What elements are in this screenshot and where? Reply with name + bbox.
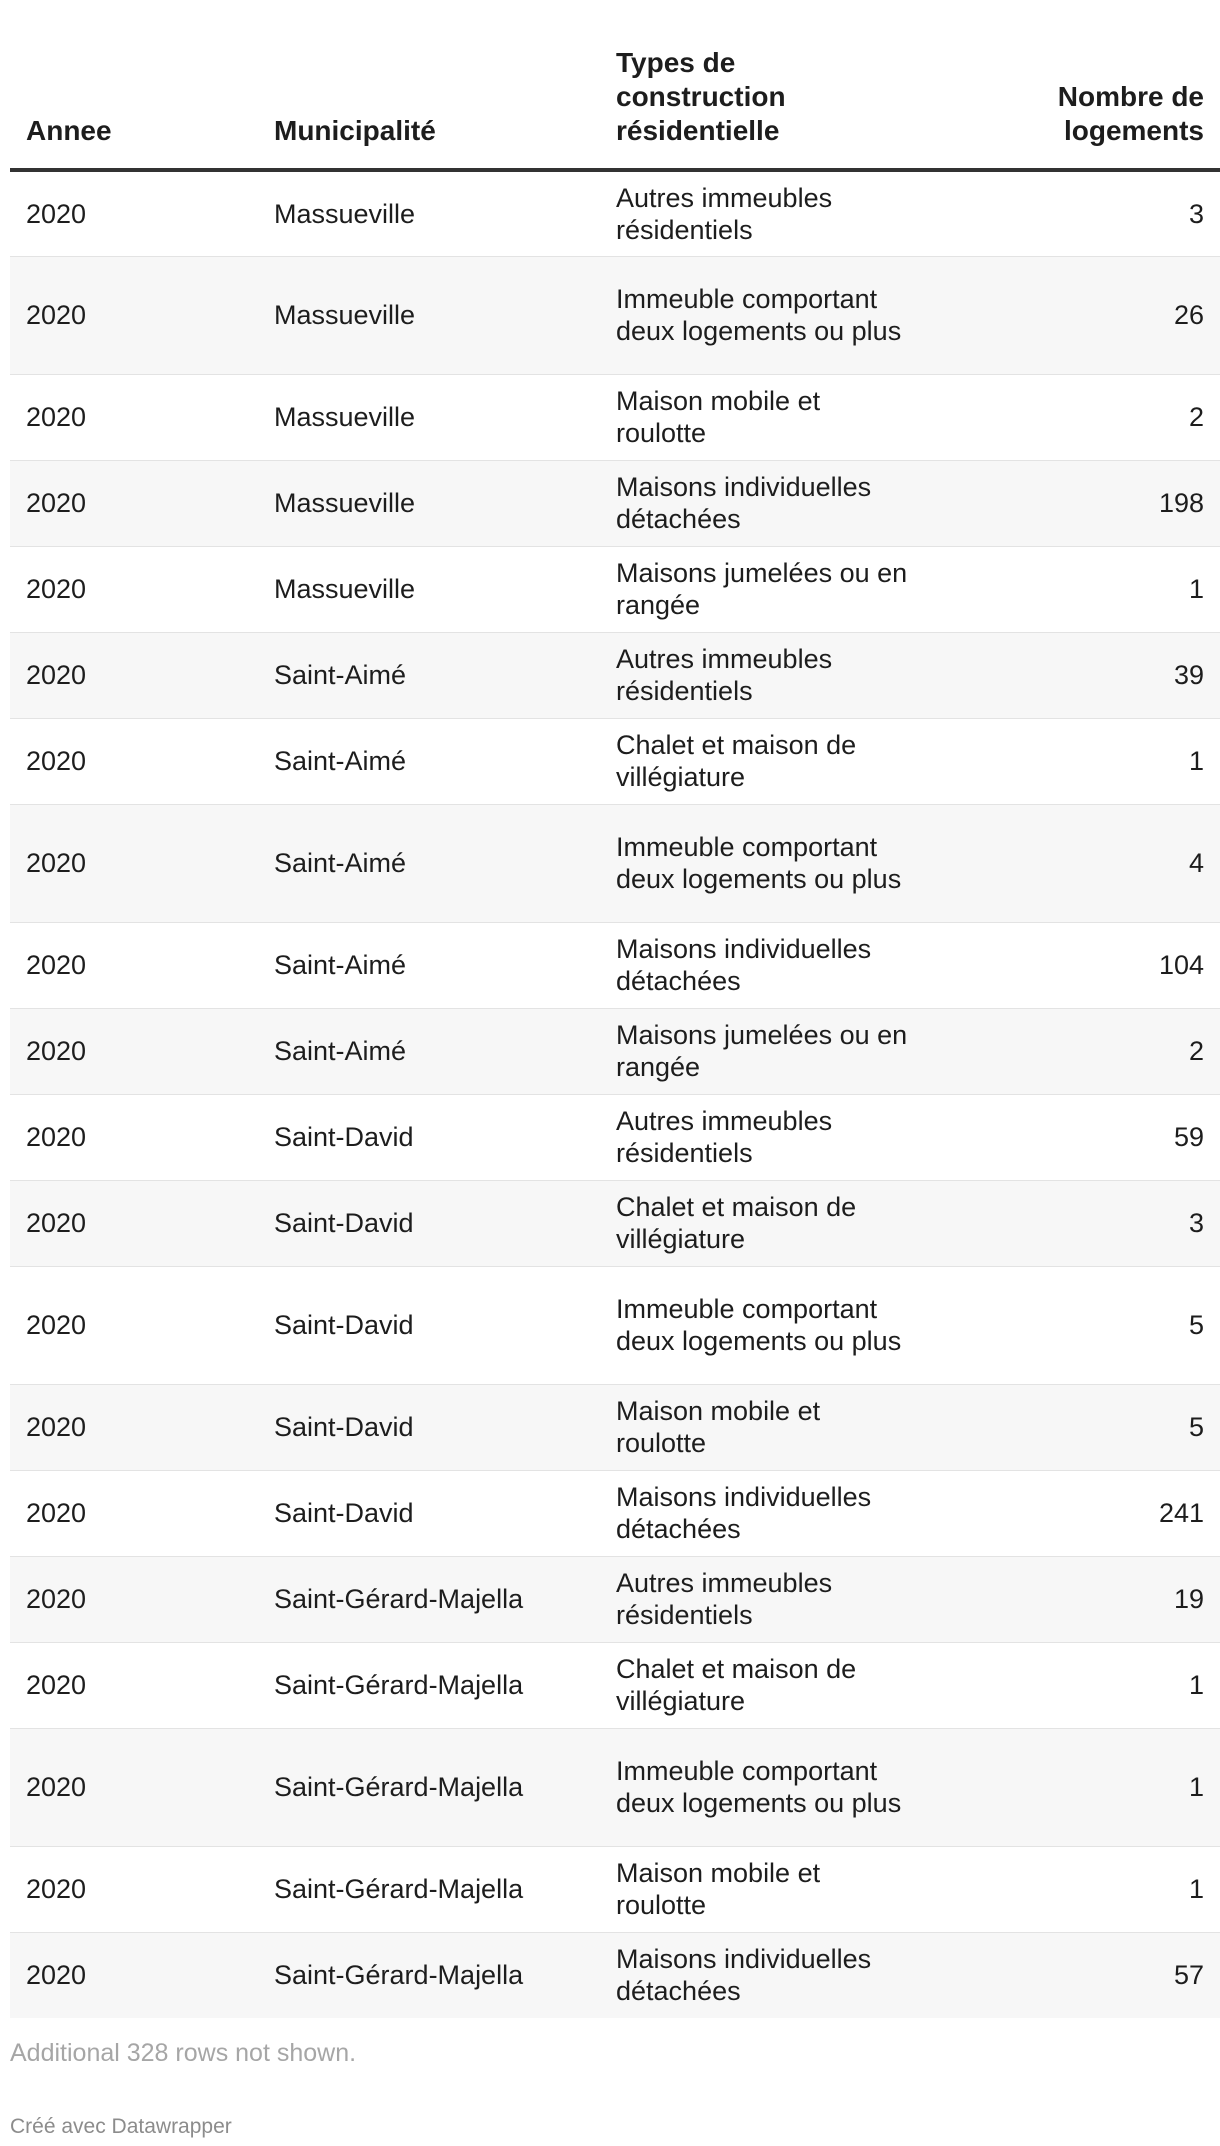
table-row	[10, 1556, 1220, 1642]
table-row	[10, 1642, 1220, 1728]
cell-type: Maison mobile et roulotte	[600, 1846, 950, 1932]
table-row	[10, 1008, 1220, 1094]
table-row	[10, 460, 1220, 546]
chart-footer: Créé avec Datawrapper	[10, 2115, 232, 2138]
table-row	[10, 1846, 1220, 1932]
cell-municipalite: Saint-Aimé	[258, 922, 600, 1008]
cell-annee: 2020	[10, 1008, 258, 1094]
cell-municipalite: Massueville	[258, 374, 600, 460]
cell-nombre: 198	[950, 460, 1220, 546]
table-row	[10, 170, 1220, 256]
table-notes: Additional 328 rows not shown.	[10, 2039, 357, 2067]
cell-municipalite: Saint-Gérard-Majella	[258, 1556, 600, 1642]
cell-type: Immeuble comportant deux logements ou plus	[600, 804, 950, 922]
cell-annee: 2020	[10, 1642, 258, 1728]
cell-nombre: 1	[950, 1728, 1220, 1846]
cell-municipalite: Saint-David	[258, 1470, 600, 1556]
table-row	[10, 1180, 1220, 1266]
cell-type: Maisons individuelles détachées	[600, 460, 950, 546]
cell-nombre: 1	[950, 1642, 1220, 1728]
cell-municipalite: Massueville	[258, 546, 600, 632]
cell-type: Autres immeubles résidentiels	[600, 1556, 950, 1642]
cell-annee: 2020	[10, 1180, 258, 1266]
cell-nombre: 2	[950, 374, 1220, 460]
table-row	[10, 1266, 1220, 1384]
table-row	[10, 256, 1220, 374]
table-body	[10, 170, 1220, 2018]
table-row	[10, 1384, 1220, 1470]
cell-type: Maisons individuelles détachées	[600, 1932, 950, 2018]
cell-annee: 2020	[10, 546, 258, 632]
cell-annee: 2020	[10, 374, 258, 460]
table-row	[10, 546, 1220, 632]
table-row	[10, 1094, 1220, 1180]
cell-nombre: 39	[950, 632, 1220, 718]
cell-type: Immeuble comportant deux logements ou plus	[600, 1728, 950, 1846]
cell-nombre: 104	[950, 922, 1220, 1008]
cell-type: Autres immeubles résidentiels	[600, 632, 950, 718]
cell-annee: 2020	[10, 1266, 258, 1384]
cell-municipalite: Saint-David	[258, 1094, 600, 1180]
table-row	[10, 1728, 1220, 1846]
cell-municipalite: Saint-David	[258, 1384, 600, 1470]
cell-nombre: 59	[950, 1094, 1220, 1180]
cell-type: Immeuble comportant deux logements ou plus	[600, 256, 950, 374]
cell-nombre: 4	[950, 804, 1220, 922]
cell-annee: 2020	[10, 1846, 258, 1932]
cell-annee: 2020	[10, 718, 258, 804]
cell-annee: 2020	[10, 804, 258, 922]
cell-annee: 2020	[10, 1384, 258, 1470]
cell-nombre: 5	[950, 1266, 1220, 1384]
table-row	[10, 374, 1220, 460]
cell-type: Maisons individuelles détachées	[600, 1470, 950, 1556]
cell-municipalite: Massueville	[258, 256, 600, 374]
cell-type: Autres immeubles résidentiels	[600, 170, 950, 256]
cell-municipalite: Saint-Gérard-Majella	[258, 1642, 600, 1728]
cell-annee: 2020	[10, 1470, 258, 1556]
cell-nombre: 26	[950, 256, 1220, 374]
cell-type: Immeuble comportant deux logements ou plus	[600, 1266, 950, 1384]
cell-annee: 2020	[10, 632, 258, 718]
cell-type: Maisons jumelées ou en rangée	[600, 546, 950, 632]
cell-municipalite: Saint-Aimé	[258, 718, 600, 804]
cell-annee: 2020	[10, 1932, 258, 2018]
table-row	[10, 632, 1220, 718]
cell-nombre: 3	[950, 170, 1220, 256]
cell-municipalite: Saint-Gérard-Majella	[258, 1728, 600, 1846]
cell-municipalite: Saint-Aimé	[258, 1008, 600, 1094]
cell-nombre: 241	[950, 1470, 1220, 1556]
datawrapper-table-chart	[10, 0, 1220, 2140]
column-header-annee[interactable]: Annee	[10, 0, 258, 170]
data-table	[10, 0, 1220, 2018]
cell-annee: 2020	[10, 170, 258, 256]
column-header-municipalite[interactable]: Municipalité	[258, 0, 600, 170]
cell-type: Maisons jumelées ou en rangée	[600, 1008, 950, 1094]
cell-annee: 2020	[10, 1728, 258, 1846]
table-row	[10, 1470, 1220, 1556]
cell-municipalite: Saint-David	[258, 1180, 600, 1266]
cell-municipalite: Massueville	[258, 170, 600, 256]
cell-municipalite: Saint-Aimé	[258, 632, 600, 718]
cell-type: Chalet et maison de villégiature	[600, 1642, 950, 1728]
column-header-types[interactable]: Types de construction résidentielle	[600, 0, 950, 170]
cell-municipalite: Saint-Aimé	[258, 804, 600, 922]
cell-type: Maison mobile et roulotte	[600, 1384, 950, 1470]
cell-annee: 2020	[10, 922, 258, 1008]
cell-annee: 2020	[10, 460, 258, 546]
cell-type: Maisons individuelles détachées	[600, 922, 950, 1008]
cell-nombre: 1	[950, 546, 1220, 632]
cell-municipalite: Massueville	[258, 460, 600, 546]
table-row	[10, 804, 1220, 922]
cell-type: Chalet et maison de villégiature	[600, 718, 950, 804]
cell-nombre: 2	[950, 1008, 1220, 1094]
table-header	[10, 0, 1220, 170]
table-row	[10, 718, 1220, 804]
cell-municipalite: Saint-David	[258, 1266, 600, 1384]
cell-nombre: 1	[950, 1846, 1220, 1932]
cell-type: Maison mobile et roulotte	[600, 374, 950, 460]
cell-annee: 2020	[10, 1556, 258, 1642]
cell-nombre: 1	[950, 718, 1220, 804]
cell-nombre: 3	[950, 1180, 1220, 1266]
cell-type: Autres immeubles résidentiels	[600, 1094, 950, 1180]
table-row	[10, 922, 1220, 1008]
cell-type: Chalet et maison de villégiature	[600, 1180, 950, 1266]
cell-municipalite: Saint-Gérard-Majella	[258, 1932, 600, 2018]
cell-municipalite: Saint-Gérard-Majella	[258, 1846, 600, 1932]
cell-annee: 2020	[10, 1094, 258, 1180]
cell-nombre: 57	[950, 1932, 1220, 2018]
cell-nombre: 19	[950, 1556, 1220, 1642]
cell-nombre: 5	[950, 1384, 1220, 1470]
column-header-nombre[interactable]: Nombre de logements	[950, 0, 1220, 170]
table-row	[10, 1932, 1220, 2018]
header-row	[10, 0, 1220, 170]
cell-annee: 2020	[10, 256, 258, 374]
